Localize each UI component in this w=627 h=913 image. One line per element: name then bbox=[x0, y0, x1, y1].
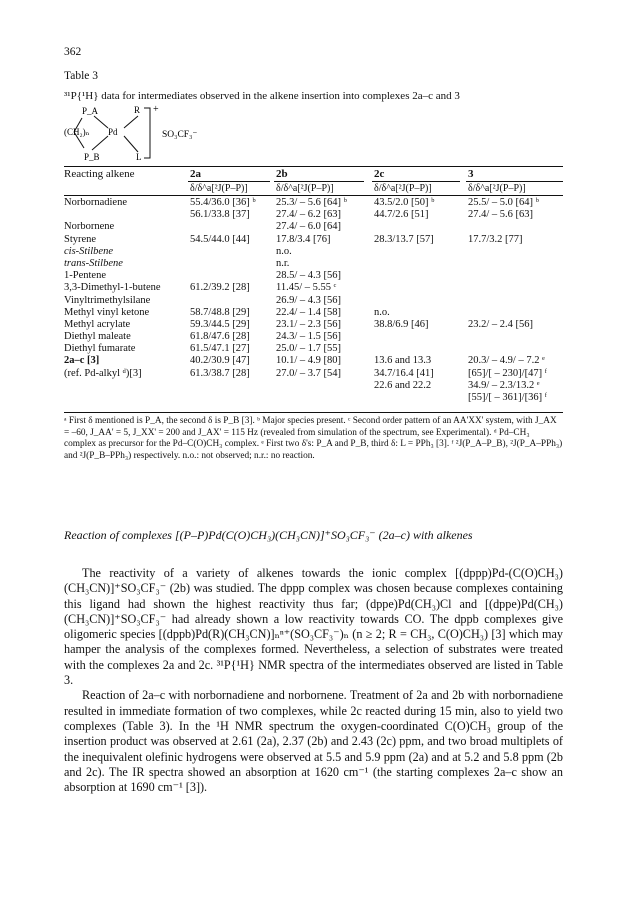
table-cell: Styrene bbox=[64, 233, 97, 245]
table-header-alkene: Reacting alkene bbox=[64, 168, 135, 180]
table-cell: trans-Stilbene bbox=[64, 257, 123, 269]
table-cell: 24.3/ – 1.5 [56] bbox=[276, 331, 342, 343]
table-cell: Norbornadiene bbox=[64, 197, 127, 208]
table-cell: 61.5/47.1 [27] bbox=[190, 343, 250, 355]
table-row bbox=[64, 270, 563, 282]
table-subheader-2c: δ/δ^a[²J(P–P)] bbox=[374, 183, 432, 194]
table-cell: 34.9/ – 2.3/13.2 ᵉ bbox=[468, 379, 540, 391]
table-footnotes: ᵃ First δ mentioned is P_A, the second δ is P_B [3]. ᵇ Major species present. ᶜ Second order pattern of an AA'XX' system, with J_AX = –60, J_AA' = 5, J_XX' = 200 and J_AX' = 115 Hz (revealed from simulation of the spectrum, see Experimental). ᵈ Pd–CH₃ complex as precursor for the Pd–C(O)CH₃ complex. ᵉ First two δ's: P_A and P_B, third δ: L = PPh₃ [3]. ᶠ ²J(P_A–P_B), ²J(P_A–PPh₃) and ²J(P_B–PPh₃) respectively. n.o.: not observed; n.r.: no reaction. bbox=[64, 416, 563, 461]
table-cell: Methyl acrylate bbox=[64, 318, 131, 330]
table-row bbox=[64, 258, 563, 270]
table-row bbox=[64, 221, 563, 233]
table-cell: 40.2/30.9 [47] bbox=[190, 355, 250, 367]
structure-l-label: L bbox=[136, 152, 142, 162]
col-rule-2a bbox=[188, 181, 270, 182]
table-cell: 28.5/ – 4.3 [56] bbox=[276, 270, 342, 282]
table-row bbox=[64, 331, 563, 343]
table-row bbox=[64, 368, 563, 380]
table-header-2a: 2a bbox=[190, 168, 201, 180]
table-cell: 43.5/2.0 [50] ᵇ bbox=[374, 197, 435, 208]
table-cell: 61.2/39.2 [28] bbox=[190, 282, 250, 294]
table-cell: n.o. bbox=[276, 245, 292, 257]
table-row bbox=[64, 355, 563, 367]
table-row bbox=[64, 380, 563, 392]
table-label: Table 3 bbox=[64, 70, 99, 82]
table-body bbox=[64, 197, 563, 404]
table-cell: 38.8/6.9 [46] bbox=[374, 318, 429, 330]
table-cell: 17.7/3.2 [77] bbox=[468, 233, 523, 245]
table-cell: 59.3/44.5 [29] bbox=[190, 318, 250, 330]
table-cell: 20.3/ – 4.9/ – 7.2 ᵉ bbox=[468, 355, 545, 367]
paragraph: The reactivity of a variety of alkenes towards the ionic complex [(dppp)Pd-(C(O)CH₃)(CH₃CN)]⁺SO₃CF₃⁻ (2b) was studied. The dppp complex was chosen because complexes containing this ligand had shown the highest reactivity thus far; (dppe)Pd(CH₃)Cl and [(dppe)Pd(CH₃)(CH₃CN)]⁺SO₃CF₃⁻ had already shown a low reactivity towards CO. The dppb complexes give oligomeric species [(dppb)Pd(R)(CH₃CN)]ₙⁿ⁺(SO₃CF₃⁻)ₙ (n ≥ 2; R = CH₃, C(O)CH₃) [3] which may hamper the analysis of the complexes formed. Nevertheless, a selection of substrates were treated with the complexes 2a and 2c. ³¹P{¹H} NMR spectra of the intermediates observed are listed in Table 3. bbox=[64, 566, 563, 688]
table-header-2c: 2c bbox=[374, 168, 385, 180]
table-cell: 1-Pentene bbox=[64, 270, 106, 282]
table-cell: 27.4/ – 6.2 [63] bbox=[276, 209, 342, 221]
table-row bbox=[64, 319, 563, 331]
col-rule-2c bbox=[372, 181, 460, 182]
table-cell: 44.7/2.6 [51] bbox=[374, 209, 429, 221]
table-cell: [55]/[ – 361]/[36] ᶠ bbox=[468, 392, 547, 403]
table-row bbox=[64, 282, 563, 294]
section-heading: Reaction of complexes [(P–P)Pd(C(O)CH₃)(CH₃CN)]⁺SO₃CF₃⁻ (2a–c) with alkenes bbox=[64, 528, 473, 542]
table-cell: n.r. bbox=[276, 257, 290, 269]
table-cell: 56.1/33.8 [37] bbox=[190, 209, 250, 221]
table-header-rule bbox=[64, 195, 563, 196]
table-cell: 3,3-Dimethyl-1-butene bbox=[64, 282, 161, 294]
table-cell: 22.4/ – 1.4 [58] bbox=[276, 306, 342, 318]
table-cell: 11.45/ – 5.55 ᶜ bbox=[276, 282, 337, 294]
table-cell: [65]/[ – 230]/[47] ᶠ bbox=[468, 367, 547, 379]
paragraph: Reaction of 2a–c with norbornadiene and norbornene. Treatment of 2a and 2b with norbornadiene resulted in immediate formation of two complexes, while 2c reacted during 15 min, also to yield two complexes (Table 3). In the ¹H NMR spectrum the oxygen-coordinated C(O)CH₃ group of the insertion product was observed at 2.61 (2a), 2.37 (2b) and 2.43 (2c) ppm, and two broad multiplets of the inequivalent olefinic hydrogens were observed at 5.5 and 5.9 ppm (2a) and at 5.2 and 5.8 ppm (2b and 2c). The IR spectra showed an absorption at 1620 cm⁻¹ (the starting complexes 2a–c show an absorption at 1690 cm⁻¹ [3]). bbox=[64, 688, 563, 795]
table-row bbox=[64, 197, 563, 209]
table-cell: 13.6 and 13.3 bbox=[374, 355, 432, 367]
table-row bbox=[64, 343, 563, 355]
table-cell: Methyl vinyl ketone bbox=[64, 306, 150, 318]
table-cell: 27.4/ – 6.0 [64] bbox=[276, 221, 342, 233]
table-cell: 27.0/ – 3.7 [54] bbox=[276, 367, 342, 379]
table-cell: (ref. Pd-alkyl ᵈ)[3] bbox=[64, 367, 142, 379]
table-row bbox=[64, 209, 563, 221]
table-cell: 25.0/ – 1.7 [55] bbox=[276, 343, 342, 355]
structure-r-label: R bbox=[134, 105, 141, 115]
body-text bbox=[64, 566, 563, 795]
table-row bbox=[64, 392, 563, 404]
table-cell: 10.1/ – 4.9 [80] bbox=[276, 355, 342, 367]
table-cell: 23.2/ – 2.4 [56] bbox=[468, 318, 534, 330]
table-cell: 26.9/ – 4.3 [56] bbox=[276, 294, 342, 306]
structure-ch2n-label: (CH₂)ₙ bbox=[64, 127, 90, 137]
page-number: 362 bbox=[64, 46, 82, 58]
table-cell: 34.7/16.4 [41] bbox=[374, 367, 434, 379]
table-cell: Norbornene bbox=[64, 221, 115, 233]
table-cell: 25.5/ – 5.0 [64] ᵇ bbox=[468, 197, 539, 208]
table-cell: 23.1/ – 2.3 [56] bbox=[276, 318, 342, 330]
table-cell: 25.3/ – 5.6 [64] ᵇ bbox=[276, 197, 347, 208]
structure-charge-label: + bbox=[153, 104, 159, 115]
table-subheader-3: δ/δ^a[²J(P–P)] bbox=[468, 183, 526, 194]
table-cell: Diethyl fumarate bbox=[64, 343, 136, 355]
table-bottom-rule bbox=[64, 412, 563, 413]
table-cell: 54.5/44.0 [44] bbox=[190, 233, 250, 245]
table-cell: 55.4/36.0 [36] ᵇ bbox=[190, 197, 256, 208]
structure-anion-label: SO₃CF₃⁻ bbox=[162, 130, 198, 140]
table-row bbox=[64, 307, 563, 319]
structure-pd-label: Pd bbox=[108, 127, 118, 137]
table-cell: 22.6 and 22.2 bbox=[374, 379, 432, 391]
table-cell: 61.3/38.7 [28] bbox=[190, 367, 250, 379]
col-rule-2b bbox=[274, 181, 364, 182]
structure-pa-label: P_A bbox=[82, 106, 99, 116]
table-cell: 17.8/3.4 [76] bbox=[276, 233, 331, 245]
table-cell: 28.3/13.7 [57] bbox=[374, 233, 434, 245]
table-caption: ³¹P{¹H} data for intermediates observed in the alkene insertion into complexes 2a–c and 3 bbox=[64, 90, 460, 102]
col-rule-3 bbox=[466, 181, 563, 182]
table-header-3: 3 bbox=[468, 168, 474, 180]
complex-structure-diagram bbox=[64, 104, 234, 162]
table-subheader-2b: δ/δ^a[²J(P–P)] bbox=[276, 183, 334, 194]
table-row bbox=[64, 295, 563, 307]
structure-pb-label: P_B bbox=[84, 152, 100, 162]
table-cell: Diethyl maleate bbox=[64, 331, 131, 343]
table-cell: Vinyltrimethylsilane bbox=[64, 294, 151, 306]
table-cell: 27.4/ – 5.6 [63] bbox=[468, 209, 534, 221]
table-header-2b: 2b bbox=[276, 168, 288, 180]
table-row bbox=[64, 234, 563, 246]
table-cell: 61.8/47.6 [28] bbox=[190, 331, 250, 343]
table-cell: cis-Stilbene bbox=[64, 245, 113, 257]
table-row bbox=[64, 246, 563, 258]
table-top-rule bbox=[64, 166, 563, 167]
table-cell: n.o. bbox=[374, 306, 390, 318]
table-cell: 58.7/48.8 [29] bbox=[190, 306, 250, 318]
table-cell: 2a–c [3] bbox=[64, 355, 100, 367]
table-subheader-2a: δ/δ^a[²J(P–P)] bbox=[190, 183, 248, 194]
